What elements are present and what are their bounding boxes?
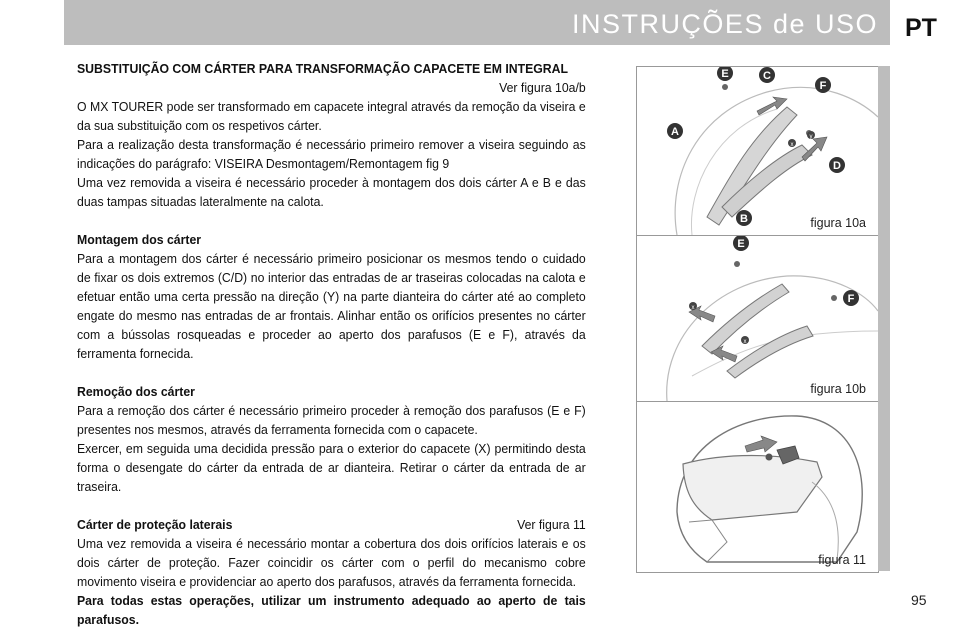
figure-10b-caption: figura 10b xyxy=(810,382,866,396)
figure-10b-illustration xyxy=(637,236,878,401)
label-c: C xyxy=(763,70,771,82)
page-header-title: INSTRUÇÕES de USO xyxy=(571,9,878,39)
intro-paragraph: Para a realização desta transformação é necessário primeiro remover a viseira seguindo as indicações do parágrafo: VISEIRA Desmontagem/Remontagem fig 9 xyxy=(77,137,586,171)
label-d: D xyxy=(833,160,841,172)
protecao-heading-row xyxy=(77,515,586,534)
protecao-paragraph: Uma vez removida a viseira é necessário montar a cobertura dos dois orifícios laterais e os dois cárter de proteção. Fazer coincidir os cárter com o perfil do mecanismo cobre movimento viseira e providenciar ao aperto dos parafusos, através da ferramenta fornecida. xyxy=(77,536,586,589)
figure-11-caption: figura 11 xyxy=(818,553,866,567)
main-text-column xyxy=(77,59,586,629)
figure-reference: Ver figura 10a/b xyxy=(499,80,586,95)
figure-10a xyxy=(636,66,879,236)
protecao-heading: Cárter de proteção laterais xyxy=(77,517,233,532)
label-e: E xyxy=(737,238,745,250)
remocao-paragraph: Para a remoção dos cárter é necessário primeiro proceder à remoção dos parafusos (E e F) presentes nos mesmos, através da ferramenta fornecida com o capacete. xyxy=(77,403,586,437)
figure-10a-caption: figura 10a xyxy=(810,216,866,230)
intro-paragraph: Uma vez removida a viseira é necessário proceder à montagem dos dois cárter A e B e das duas tampas situadas lateralmente na calota. xyxy=(77,175,586,209)
label-a: A xyxy=(671,126,679,138)
remocao-paragraph: Exercer, em seguida uma decidida pressão para o exterior do capacete (X) permitindo desta forma o desengate do cárter da entrada de ar dianteira. Retirar o cárter da entrada de ar traseira. xyxy=(77,441,586,494)
figure-10b xyxy=(636,235,879,402)
mark-y: y xyxy=(809,134,813,140)
intro-paragraph: O MX TOURER pode ser transformado em capacete integral através da remoção da viseira e da sua substituição com os respetivos cárter. xyxy=(77,99,586,133)
page-number: 95 xyxy=(911,592,927,608)
montagem-heading: Montagem dos cárter xyxy=(77,232,202,247)
mark-x: x xyxy=(743,339,747,345)
remocao-heading: Remoção dos cárter xyxy=(77,384,195,399)
label-f: F xyxy=(847,293,855,305)
mark-x: x xyxy=(790,142,794,148)
label-f: F xyxy=(819,80,827,92)
warning-paragraph: Para todas estas operações, utilizar um instrumento adequado ao aperto de tais parafusos. xyxy=(77,593,586,627)
side-strip xyxy=(878,66,890,571)
figure-11 xyxy=(636,401,879,573)
figure-10a-illustration xyxy=(637,67,878,235)
section-heading: SUBSTITUIÇÃO COM CÁRTER PARA TRANSFORMAÇÃO CAPACETE EM INTEGRAL xyxy=(77,61,569,76)
montagem-paragraph: Para a montagem dos cárter é necessário primeiro posicionar os mesmos tendo o cuidado de fixar os dois extremos (C/D) no interior das entradas de ar traseiras colocadas na calota e efetuar então uma certa pressão na direção (Y) na parte dianteira do cárter até ao completo engate do mesmo nas entradas de ar frontais. Alinhar então os orifícios presentes no cárter com a bússolas rosqueadas e proceder ao aperto dos parafusos (E e F), através da ferramenta fornecida. xyxy=(77,251,586,361)
label-e: E xyxy=(721,68,729,80)
protecao-figure-reference: Ver figura 11 xyxy=(517,517,586,532)
header-bar xyxy=(64,0,890,45)
figure-11-illustration xyxy=(637,402,878,572)
mark-x: x xyxy=(691,305,695,311)
language-label: PT xyxy=(905,14,937,42)
label-b: B xyxy=(740,213,748,225)
